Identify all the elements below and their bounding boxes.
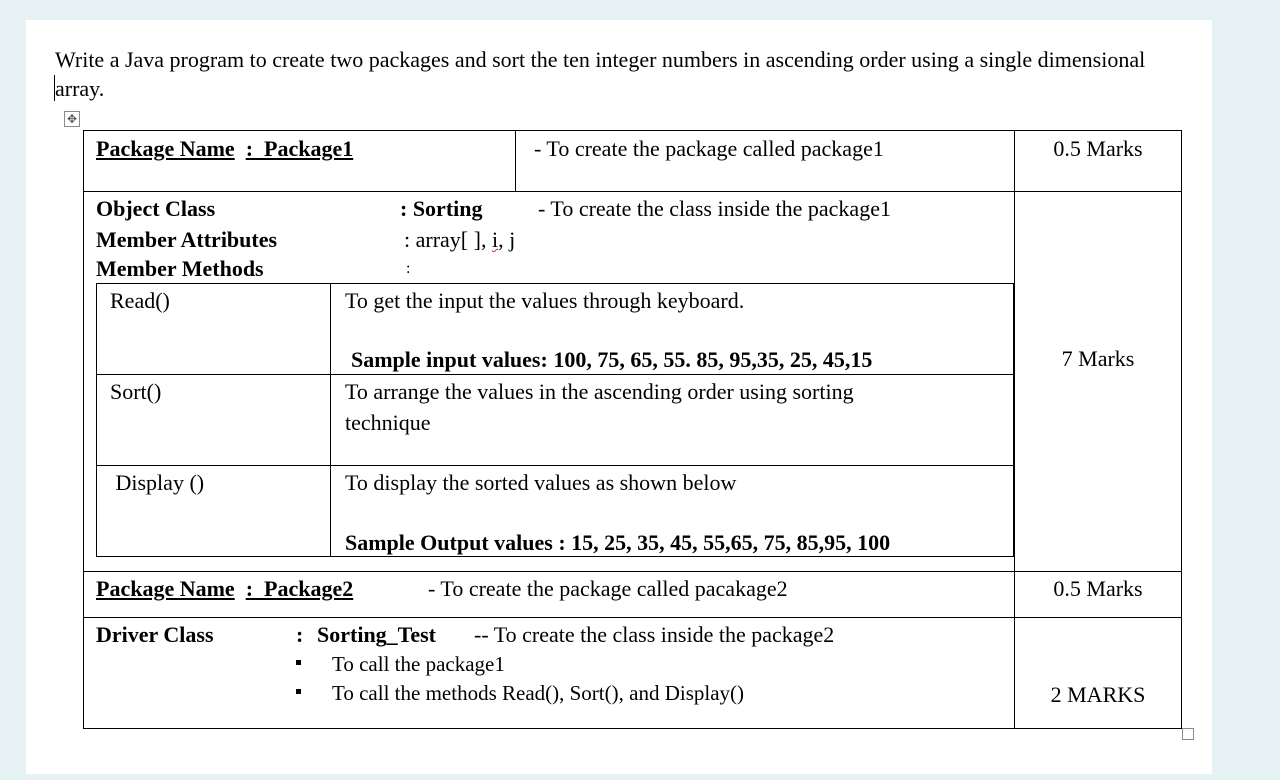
- sample-input-values: Sample input values: 100, 75, 65, 55. 85, 95,35, 25, 45,15: [351, 347, 873, 372]
- row4-marks: 2 MARKS: [1050, 682, 1146, 707]
- method-sort-description-line1: To arrange the values in the ascending order using sorting: [345, 379, 854, 404]
- sample-output-values: Sample Output values : 15, 25, 35, 45, 55,65, 75, 85,95, 100: [345, 530, 891, 555]
- method-display-name: Display (): [110, 470, 205, 495]
- methods-table: [96, 283, 1014, 557]
- bullet-item: To call the package1: [332, 652, 505, 676]
- table-move-handle-icon[interactable]: ✥: [64, 111, 80, 127]
- bullet-icon: [296, 689, 301, 694]
- question-text[interactable]: Write a Java program to create two packages and sort the ten integer numbers in ascending order using a single dimensional array.: [55, 47, 1146, 101]
- method-read-description: To get the input the values through keyboard.: [345, 288, 745, 313]
- driver-class-label: Driver Class: [96, 622, 214, 647]
- object-class-label: Object Class: [96, 196, 216, 221]
- text-cursor: [54, 75, 55, 101]
- bullet-icon: [296, 660, 301, 665]
- method-sort-name: Sort(): [110, 379, 162, 404]
- member-attributes-value: : array[ ], i, j: [404, 227, 516, 252]
- member-methods-value: :: [406, 260, 411, 277]
- driver-class-description: -- To create the class inside the package2: [474, 622, 835, 647]
- object-class-description: - To create the class inside the package1: [538, 196, 891, 221]
- table-resize-handle[interactable]: [1182, 728, 1194, 740]
- row1-marks: 0.5 Marks: [1053, 136, 1143, 161]
- row2-marks: 7 Marks: [1061, 346, 1135, 371]
- object-class-value: : Sorting: [400, 196, 483, 221]
- method-read-name: Read(): [110, 288, 170, 313]
- driver-class-separator: :: [296, 622, 304, 647]
- row3-package-label: Package Name : Package2: [96, 576, 354, 601]
- member-attributes-label: Member Attributes: [96, 227, 278, 252]
- row1-package-label: Package Name : Package1: [96, 136, 354, 161]
- member-methods-label: Member Methods: [96, 256, 264, 281]
- row1-description: - To create the package called package1: [534, 136, 884, 161]
- method-sort-description-line2: technique: [345, 410, 431, 435]
- row3-description: - To create the package called pacakage2: [428, 576, 788, 601]
- bullet-item: To call the methods Read(), Sort(), and Display(): [332, 681, 745, 705]
- row3-marks: 0.5 Marks: [1053, 576, 1143, 601]
- driver-class-name: Sorting_Test: [317, 622, 436, 647]
- method-display-description: To display the sorted values as shown below: [345, 470, 737, 495]
- spellcheck-squiggle: i: [491, 227, 499, 252]
